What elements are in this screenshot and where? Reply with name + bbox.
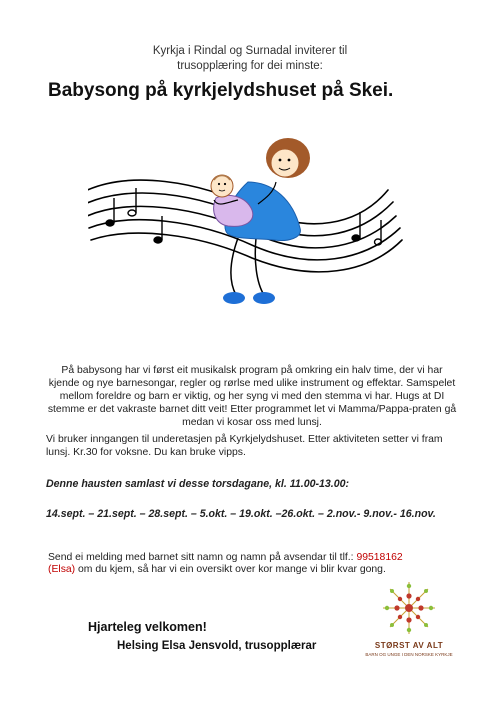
logo-title: STØRST AV ALT <box>374 641 444 650</box>
intro-line-1: Kyrkja i Rindal og Surnadal inviterer til <box>152 45 348 57</box>
signature: Helsing Elsa Jensvold, trusopplærar <box>117 640 317 652</box>
intro-line-2: trusopplæring for dei minste: <box>177 60 323 72</box>
contact-text: Send ei melding med barnet sitt namn og namn på avsendar til tlf.: <box>48 552 357 563</box>
page-title: Babysong på kyrkjelydshuset på Skei. <box>48 80 394 101</box>
logo-subtitle: BARN OG UNGE I DEN NORSKE KYRKJE <box>365 652 453 657</box>
location-info: Vi bruker inngangen til underetasjen på Kyrkjelydshuset. Etter aktiviteten setter vi fram lunsj. Kr.30 for voksne. Du kan bruke vipps. <box>46 434 443 458</box>
contact-info <box>48 552 408 576</box>
contact-text-end: om du kjem, så har vi ein oversikt over kor mange vi blir kvar gong. <box>75 564 386 575</box>
contact-phone[interactable]: 99518162 (Elsa) <box>48 552 403 575</box>
program-description: På babysong har vi først eit musikalsk program på omkring ein halv time, der vi har kjende og nye barnesongar, regler og rørlse med ulike instrument og effektar. Samspelet mellom foreldre og barn er viktig, og her syng vi med den stemma vi har. Hugs at DI stemme er det vakraste barnet ditt veit! Etter programmet let vi Mamma/Pappa-praten gå medan vi kosar oss med lunsj. <box>47 365 457 428</box>
intro-text <box>0 44 500 74</box>
schedule-heading: Denne hausten samlast vi desse torsdagane, kl. 11.00-13.00: <box>46 478 350 490</box>
welcome-text: Hjarteleg velkomen! <box>88 620 207 634</box>
starburst-logo-icon <box>363 578 455 678</box>
mother-baby-music-illustration <box>88 130 408 320</box>
schedule-dates: 14.sept. – 21.sept. – 28.sept. – 5.okt. – 19.okt. –26.okt. – 2.nov.- 9.nov.- 16.nov. <box>46 508 436 520</box>
